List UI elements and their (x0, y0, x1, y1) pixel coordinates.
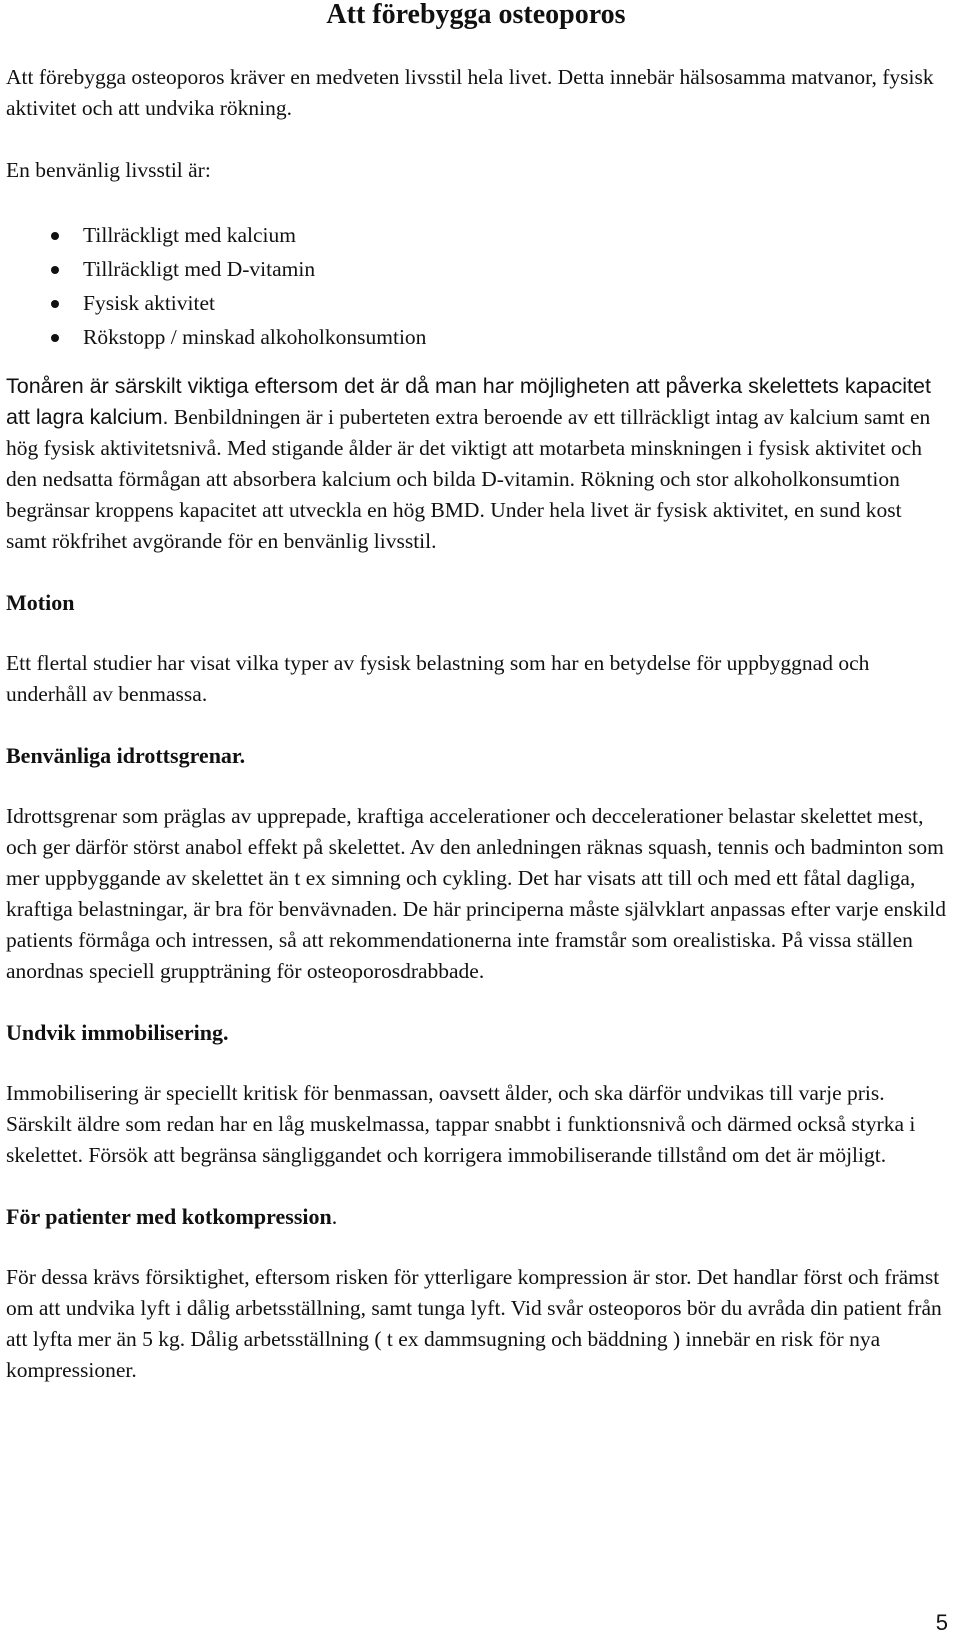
page-number: 5 (935, 1610, 948, 1635)
list-item-label: Tillräckligt med D-vitamin (83, 257, 316, 281)
list-item-label: Fysisk aktivitet (83, 291, 215, 315)
tonaren-paragraph (6, 371, 946, 557)
section-body-benvanliga: Idrottsgrenar som präglas av upprepade, kraftiga accelerationer och deccelerationer belastar skelettet mest, och ger därför störst anabol effekt på skelettet. Av den anledningen räknas squash, tennis och badminton som mer uppbyggande av skelettet än t ex simning och cykling. Det har visats att till och med ett fåtal dagliga, kraftiga belastningar, är bra för benvävnaden. De här principerna måste självklart anpassas efter varje enskild patients förmåga och intressen, så att rekommendationerna inte framstår som orealistiska. På vissa ställen anordnas speciell gruppträning för osteoporosdrabbade. (6, 804, 946, 983)
bullet-icon (51, 266, 59, 274)
tonaren-sans-text: Tonåren är särskilt viktiga eftersom det är då man har möjligheten att påverka skelettets kapacitet att lagra kalcium. (6, 374, 931, 429)
list-item (6, 252, 946, 286)
section-heading-patienter (6, 1201, 946, 1232)
section-body-patienter: För dessa krävs försiktighet, eftersom risken för ytterligare kompression är stor. Det handlar först och främst om att undvika lyft i dålig arbetsställning, samt tunga lyft. Vid svår osteoporos bör du avråda din patient från att lyfta mer än 5 kg. Dålig arbetsställning ( t ex dammsugning och bäddning ) innebär en risk för nya kompressioner. (6, 1265, 942, 1382)
section-heading-benvanliga: Benvänliga idrottsgrenar. (6, 743, 246, 768)
section-heading-undvik: Undvik immobilisering. (6, 1020, 229, 1045)
bullet-icon (51, 334, 59, 342)
tonaren-rest-text: Benbildningen är i puberteten extra beroende av ett tillräckligt intag av kalcium samt en hög fysisk aktivitetsnivå. Med stigande ålder är det viktigt att motarbeta minskningen i fysisk aktivitet och den nedsatta förmågan att absorbera kalcium och bilda D-vitamin. Rökning och stor alkoholkonsumtion begränsar kroppens kapacitet att utveckla en hög BMD. Under hela livet är fysisk aktivitet, en sund kost samt rökfrihet avgörande för en benvänlig livsstil. (6, 405, 931, 553)
section-heading-patienter-text: För patienter med kotkompression (6, 1204, 332, 1229)
list-item (6, 218, 946, 252)
section-body-undvik: Immobilisering är speciellt kritisk för benmassan, oavsett ålder, och ska därför undvikas till varje pris. Särskilt äldre som redan har en låg muskelmassa, tappar snabbt i funktionsnivå och därmed också styrka i skelettet. Försök att begränsa sängliggandet och korrigera immobiliserande tillstånd om det är möjligt. (6, 1081, 916, 1167)
section-body-motion: Ett flertal studier har visat vilka typer av fysisk belastning som har en betydelse för uppbyggnad och underhåll av benmassa. (6, 651, 870, 706)
list-item-label: Rökstopp / minskad alkoholkonsumtion (83, 325, 427, 349)
bullet-icon (51, 300, 59, 308)
intro-paragraph: Att förebygga osteoporos kräver en medveten livsstil hela livet. Detta innebär hälsosamma matvanor, fysisk aktivitet och att undvika rökning. (6, 65, 934, 120)
section-heading-motion: Motion (6, 590, 75, 615)
lifestyle-list (6, 218, 946, 354)
document-page (6, 0, 946, 1386)
list-item (6, 320, 946, 354)
section-heading-patienter-suffix: . (331, 1204, 338, 1229)
list-item (6, 286, 946, 320)
list-item-label: Tillräckligt med kalcium (83, 223, 296, 247)
lead-paragraph: En benvänlig livsstil är: (6, 158, 211, 182)
page-title: Att förebygga osteoporos (326, 0, 626, 30)
bullet-icon (51, 232, 59, 240)
